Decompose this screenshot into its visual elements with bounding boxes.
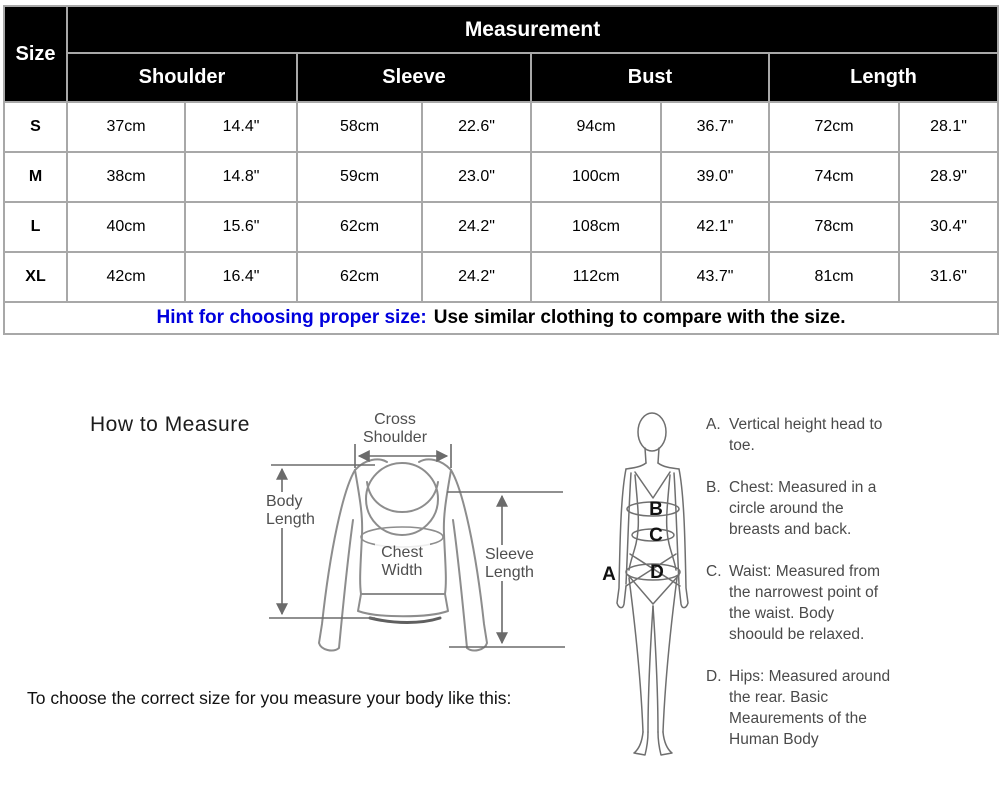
instruction-text: Vertical height head to toe. (729, 416, 883, 454)
size-label: S (4, 102, 67, 152)
length-in: 30.4" (899, 202, 998, 252)
length-cm: 78cm (769, 202, 899, 252)
bust-in: 36.7" (661, 102, 769, 152)
garment-measure-diagram (255, 398, 575, 678)
cross-shoulder-label-line1: Cross (374, 411, 416, 428)
column-header-bust: Bust (531, 53, 769, 102)
shoulder-cm: 42cm (67, 252, 185, 302)
sleeve-in: 22.6" (422, 102, 531, 152)
shoulder-in: 16.4" (185, 252, 297, 302)
bust-cm: 112cm (531, 252, 661, 302)
sleeve-in: 24.2" (422, 202, 531, 252)
size-chart-table (3, 5, 999, 335)
shoulder-in: 14.4" (185, 102, 297, 152)
length-in: 31.6" (899, 252, 998, 302)
bust-in: 39.0" (661, 152, 769, 202)
sleeve-in: 23.0" (422, 152, 531, 202)
sleeve-cm: 59cm (297, 152, 422, 202)
size-label: XL (4, 252, 67, 302)
chest-width-label-line1: Chest (381, 544, 423, 561)
footer-instruction: To choose the correct size for you measure your body like this: (27, 688, 512, 708)
shoulder-cm: 37cm (67, 102, 185, 152)
instruction-text: Chest: Measured in a circle around the breasts and back. (729, 479, 877, 538)
bust-cm: 94cm (531, 102, 661, 152)
figure-mark-c: C (649, 525, 663, 546)
hint-row (4, 302, 998, 334)
size-column-header: Size (4, 6, 67, 102)
length-cm: 81cm (769, 252, 899, 302)
shoulder-cm: 40cm (67, 202, 185, 252)
shoulder-cm: 38cm (67, 152, 185, 202)
body-figure-icon (617, 413, 688, 755)
length-cm: 74cm (769, 152, 899, 202)
bust-in: 42.1" (661, 202, 769, 252)
column-header-length: Length (769, 53, 998, 102)
figure-mark-b: B (649, 499, 663, 520)
bust-cm: 108cm (531, 202, 661, 252)
sleeve-cm: 62cm (297, 252, 422, 302)
instruction-item-d (706, 666, 896, 750)
instruction-letter: C. (706, 563, 722, 580)
column-header-shoulder: Shoulder (67, 53, 297, 102)
body-figure-diagram (595, 402, 715, 767)
sleeve-cm: 58cm (297, 102, 422, 152)
measurement-header: Measurement (67, 6, 998, 53)
figure-mark-d: D (650, 562, 664, 583)
length-cm: 72cm (769, 102, 899, 152)
bust-cm: 100cm (531, 152, 661, 202)
instruction-letter: D. (706, 668, 722, 685)
table-row-l (4, 202, 998, 252)
measurement-instructions-list (706, 414, 896, 771)
table-row-xl (4, 252, 998, 302)
instruction-item-b (706, 477, 896, 540)
shoulder-in: 15.6" (185, 202, 297, 252)
bust-in: 43.7" (661, 252, 769, 302)
instruction-text: Hips: Measured around the rear. Basic Meaurements of the Human Body (729, 668, 891, 748)
column-header-sleeve: Sleeve (297, 53, 531, 102)
hint-text: Use similar clothing to compare with the size. (433, 307, 846, 328)
table-row-s (4, 102, 998, 152)
instruction-item-a (706, 414, 896, 456)
sleeve-length-label-line1: Sleeve (485, 546, 534, 563)
body-length-label-line2: Length (266, 511, 315, 528)
table-row-m (4, 152, 998, 202)
size-label: M (4, 152, 67, 202)
body-length-label-line1: Body (266, 493, 303, 510)
sleeve-cm: 62cm (297, 202, 422, 252)
cross-shoulder-label-line2: Shoulder (362, 429, 428, 446)
instruction-letter: B. (706, 479, 721, 496)
instruction-item-c (706, 561, 896, 645)
instruction-text: Waist: Measured from the narrowest point of the waist. Body shoould be relaxed. (729, 563, 881, 643)
figure-mark-a: A (602, 564, 616, 585)
length-in: 28.9" (899, 152, 998, 202)
size-label: L (4, 202, 67, 252)
sleeve-length-label-line2: Length (485, 564, 534, 581)
how-to-measure-heading: How to Measure (90, 413, 250, 436)
hint-label: Hint for choosing proper size: (156, 307, 427, 328)
length-in: 28.1" (899, 102, 998, 152)
instruction-letter: A. (706, 416, 721, 433)
sleeve-in: 24.2" (422, 252, 531, 302)
chest-width-label-line2: Width (381, 562, 423, 579)
shoulder-in: 14.8" (185, 152, 297, 202)
